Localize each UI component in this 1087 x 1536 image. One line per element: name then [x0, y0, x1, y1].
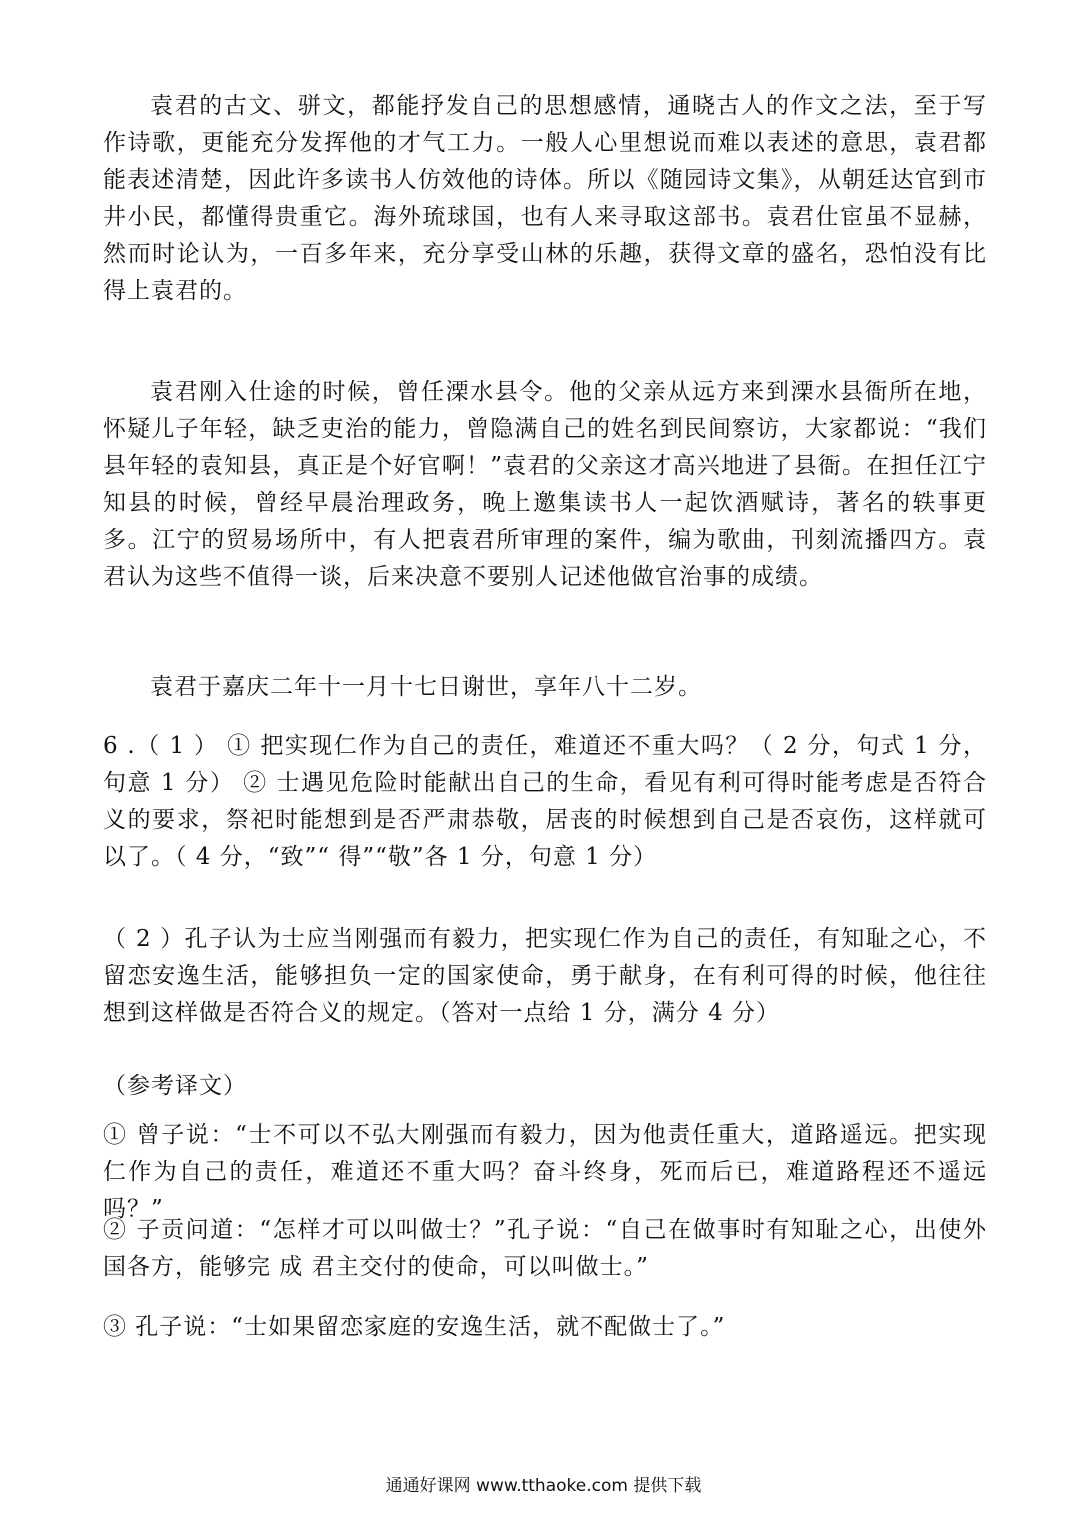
paragraph-yuan-career: 袁君刚入仕途的时候，曾任溧水县令。他的父亲从远方来到溧水县衙所在地，怀疑儿子年轻，缺乏吏治的能力，曾隐满自己的姓名到民间察访，大家都说：“我们县年轻的袁知县，真正是个好官啊！”袁君的父亲这才高兴地进了县衙。在担任江宁知县的时候，曾经早晨治理政务，晚上邀集读书人一起饮酒赋诗，著名的轶事更多。江宁的贸易场所中，有人把袁君所审理的案件，编为歌曲，刊刻流播四方。袁君认为这些不值得一谈，后来决意不要别人记述他做官治事的成绩。: [103, 379, 987, 590]
translation-item-3: ③ 孔子说：“士如果留恋家庭的安逸生活，就不配做士了。”: [103, 1314, 726, 1340]
translation-item-1: ① 曾子说：“士不可以不弘大刚强而有毅力，因为他责任重大，道路遥远。把实现仁作为自己的责任，难道还不重大吗？奋斗终身，死而后已，难道路程还不遥远吗？”: [103, 1122, 987, 1222]
paragraph-yuan-death: 袁君于嘉庆二年十一月十七日谢世，享年八十二岁。: [150, 674, 702, 700]
paragraph-yuan-writing: 袁君的古文、骈文，都能抒发自己的思想感情，通晓古人的作文之法，至于写作诗歌，更能充分发挥他的才气工力。一般人心里想说而难以表述的意思，袁君都能表述清楚，因此许多读书人仿效他的诗体。所以《随园诗文集》，从朝廷达官到市井小民，都懂得贵重它。海外琉球国，也有人来寻取这部书。袁君仕宦虽不显赫，然而时论认为，一百多年来，充分享受山林的乐趣，获得文章的盛名，恐怕没有比得上袁君的。: [103, 93, 987, 304]
answer-q6-part2: （ 2 ）孔子认为士应当刚强而有毅力，把实现仁作为自己的责任，有知耻之心，不留恋安逸生活，能够担负一定的国家使命，勇于献身，在有利可得的时候，他往往想到这样做是否符合义的规定。（答对一点给 1 分，满分 4 分）: [103, 926, 987, 1026]
answer-q6-part1: 6 .（ 1 ） ① 把实现仁作为自己的责任，难道还不重大吗？（ 2 分，句式 1 分，句意 1 分） ② 士遇见危险时能献出自己的生命，看见有利可得时能考虑是否符合义的要求，祭祀时能想到是否严肃恭敬，居丧的时候想到自己是否哀伤，这样就可以了。（ 4 分，“致”“ 得”“敬”各 1 分，句意 1 分）: [103, 733, 987, 870]
translation-item-2: ② 子贡问道：“怎样才可以叫做士？”孔子说：“自己在做事时有知耻之心，出使外国各方，能够完 成 君主交付的使命，可以叫做士。”: [103, 1217, 987, 1280]
reference-translation-label: （参考译文）: [103, 1073, 247, 1099]
page-footer: 通通好课网 www.tthaoke.com 提供下载: [385, 1476, 702, 1496]
